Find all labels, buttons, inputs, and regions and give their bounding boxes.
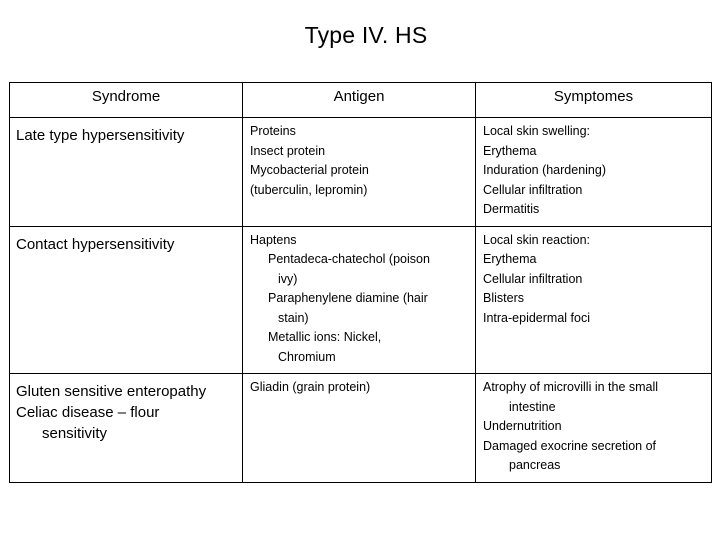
symptom-line: Blisters <box>483 291 524 305</box>
symptom-line: pancreas <box>509 458 561 472</box>
syndrome-line: sensitivity <box>42 425 108 442</box>
symptoms-cell <box>476 374 712 483</box>
antigen-cell <box>243 118 476 227</box>
symptom-line: Local skin swelling: <box>483 124 590 138</box>
antigen-line: stain) <box>278 310 309 325</box>
symptom-line: Erythema <box>483 143 537 158</box>
symptom-line: Cellular infiltration <box>483 182 583 197</box>
antigen-line: Insect protein <box>250 143 326 158</box>
symptom-line: Induration (hardening) <box>483 163 606 177</box>
antigen-line: Paraphenylene diamine (hair <box>268 291 428 305</box>
symptom-line: Undernutrition <box>483 419 562 433</box>
slide-title: Type IV. HS <box>304 22 428 48</box>
syndrome-line: Contact hypersensitivity <box>16 235 175 253</box>
header-row <box>10 83 712 118</box>
hypersensitivity-table <box>9 82 712 483</box>
syndrome-cell <box>10 118 243 227</box>
symptom-line: Erythema <box>483 252 537 266</box>
syndrome-line: Late type hypersensitivity <box>16 127 185 144</box>
antigen-line: Mycobacterial protein <box>250 163 369 177</box>
antigen-line: Pentadeca-chatechol (poison <box>268 252 430 266</box>
symptoms-cell <box>476 118 712 227</box>
symptom-line: intestine <box>509 399 556 414</box>
table-row <box>10 374 712 483</box>
syndrome-cell <box>10 374 243 483</box>
antigen-line: Gliadin (grain protein) <box>250 380 371 394</box>
symptoms-cell <box>476 226 712 374</box>
antigen-line: (tuberculin, lepromin) <box>250 182 368 197</box>
symptom-line: Damaged exocrine secretion of <box>483 438 657 453</box>
antigen-line: Haptens <box>250 232 297 247</box>
symptom-line: Intra-epidermal foci <box>483 310 590 325</box>
antigen-line: Metallic ions: Nickel, <box>268 330 382 344</box>
table-row <box>10 226 712 374</box>
antigen-cell <box>243 226 476 374</box>
table-row <box>10 118 712 227</box>
syndrome-line: Gluten sensitive enteropathy <box>16 383 207 400</box>
symptom-line: Cellular infiltration <box>483 271 583 286</box>
header-syndrome: Syndrome <box>10 83 243 118</box>
antigen-cell <box>243 374 476 483</box>
syndrome-line: Celiac disease – flour <box>16 404 160 421</box>
symptom-line: Atrophy of microvilli in the small <box>483 380 659 394</box>
header-antigen: Antigen <box>243 83 476 118</box>
antigen-line: ivy) <box>278 271 298 286</box>
antigen-line: Chromium <box>278 349 336 364</box>
symptom-line: Dermatitis <box>483 202 540 216</box>
syndrome-cell <box>10 226 243 374</box>
antigen-line: Proteins <box>250 124 296 138</box>
symptom-line: Local skin reaction: <box>483 232 591 247</box>
header-symptoms: Symptomes <box>476 83 712 118</box>
